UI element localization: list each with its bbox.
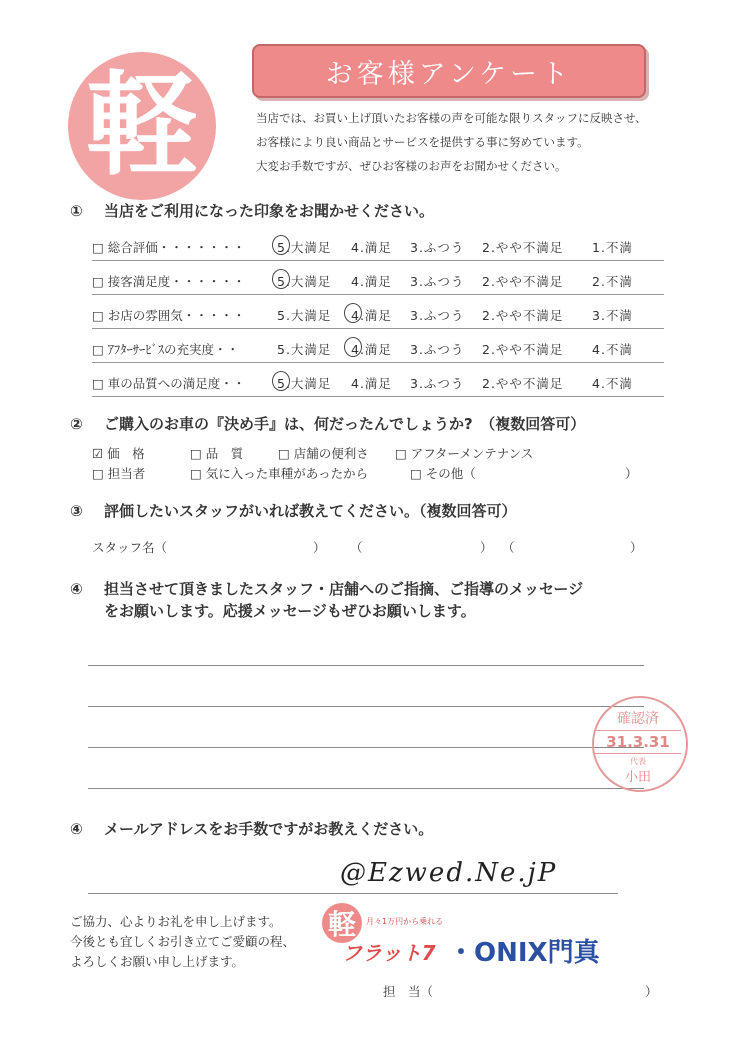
q1-title: 当店をご利用になった印象をお聞かせください。 — [104, 202, 435, 220]
q1-row-2-opt-1[interactable]: 2.不満 — [592, 274, 633, 289]
q1-row-4-opt-3[interactable]: 3.ふつう — [410, 342, 465, 357]
message-line[interactable] — [88, 788, 644, 789]
q5-heading — [70, 818, 433, 839]
q1-row-4-opt-2[interactable]: 2.やや不満足 — [482, 342, 564, 357]
q1-row-3-opt-1[interactable]: 3.不満 — [592, 308, 633, 323]
q1-row-2-opt-5[interactable]: 5.大満足 — [277, 274, 332, 289]
intro-line-2: お客様により良い商品とサービスを提供する事に努めています。 — [256, 135, 589, 149]
answer-circle-mark — [272, 235, 290, 255]
stamp-divider — [595, 753, 681, 754]
footer-line-1: ご協力、心よりお礼を申し上げます。 — [70, 914, 282, 929]
q1-row-4-opt-1[interactable]: 4.不満 — [592, 342, 633, 357]
brand-flat: フラット7 — [342, 941, 436, 965]
message-line[interactable] — [88, 706, 644, 707]
q1-row-4-opt-4[interactable]: 4.満足 — [351, 342, 392, 357]
q1-row-2-label[interactable]: □ 接客満足度・・・・・・ — [92, 274, 246, 289]
footer-line-2: 今後とも宜しくお引き立てご愛顧の程、 — [70, 934, 296, 949]
q2-option-maintenance[interactable]: □ アフターメンテナンス — [395, 446, 534, 461]
intro-line-1: 当店では、お買い上げ頂いたお客様の声を可能な限りスタッフに反映させ、 — [256, 111, 647, 125]
answer-circle-mark — [344, 337, 362, 357]
q1-row-3-opt-4[interactable]: 4.満足 — [351, 308, 392, 323]
divider — [92, 294, 664, 295]
q1-row-3-opt-5[interactable]: 5.大満足 — [277, 308, 332, 323]
staff-paren-close: ） — [480, 540, 493, 555]
q2-title: ご購入のお車の『決め手』は、何だったんでしょうか? （複数回答可） — [104, 415, 586, 433]
stamp-top-text: 確認済 — [617, 711, 659, 727]
q1-row-2-opt-3[interactable]: 3.ふつう — [410, 274, 465, 289]
staff-paren-close: ） — [313, 540, 326, 555]
q1-number: ① — [70, 202, 83, 220]
intro-line-3: 大変お手数ですが、ぜひお客様のお声をお聞かせください。 — [256, 159, 567, 173]
page-title: お客様アンケート — [325, 58, 573, 90]
q3-number: ③ — [70, 502, 83, 520]
q1-row-5-opt-1[interactable]: 4.不満 — [592, 376, 633, 391]
message-line[interactable] — [88, 747, 644, 748]
q4-title: 担当させて頂きましたスタッフ・店舗へのご指摘、ご指導のメッセージ — [104, 580, 584, 598]
q1-row-4-opt-5[interactable]: 5.大満足 — [277, 342, 332, 357]
q1-row-4-label[interactable]: □ ｱﾌﾀｰｻｰﾋﾞｽの充実度・・ — [92, 342, 240, 357]
logo-char: 軽 — [86, 61, 198, 191]
staff-paren-close: ） — [630, 540, 643, 555]
divider — [92, 328, 664, 329]
tanto-label[interactable]: 担 当（ — [383, 984, 434, 999]
message-line[interactable] — [88, 665, 644, 666]
answer-circle-mark — [272, 371, 290, 391]
q2-option-other[interactable]: □ その他（ — [410, 466, 476, 481]
q1-row-3-opt-3[interactable]: 3.ふつう — [410, 308, 465, 323]
stamp-date: 31.3.31 — [606, 733, 670, 751]
email-line[interactable] — [88, 893, 618, 894]
q2-option-price[interactable]: ☑ 価 格 — [92, 446, 145, 461]
brand-logo-char: 軽 — [327, 908, 356, 941]
brand-onix: ・ONIX門真 — [448, 938, 600, 968]
q1-row-5-opt-5[interactable]: 5.大満足 — [277, 376, 332, 391]
q2-number: ② — [70, 415, 83, 433]
staff-name-label[interactable]: スタッフ名（ — [92, 540, 168, 555]
q4-heading — [70, 578, 583, 599]
q4-title-line-2: をお願いします。応援メッセージもぜひお願いします。 — [104, 602, 476, 620]
q4-number: ④ — [70, 580, 83, 598]
q1-row-3-label[interactable]: □ お店の雰囲気・・・・・ — [92, 308, 246, 323]
tanto-close: ） — [645, 984, 658, 999]
q3-heading — [70, 500, 517, 521]
q1-row-5-opt-3[interactable]: 3.ふつう — [410, 376, 465, 391]
q1-row-5-opt-2[interactable]: 2.やや不満足 — [482, 376, 564, 391]
q1-row-3-opt-2[interactable]: 2.やや不満足 — [482, 308, 564, 323]
q2-other-close: ） — [625, 466, 638, 481]
q2-heading — [70, 413, 585, 434]
stamp-name: 小田 — [624, 770, 651, 785]
divider — [92, 260, 664, 261]
email-handwritten: @Ezwed.Ne.jP — [340, 858, 558, 888]
q1-row-1-opt-2[interactable]: 2.やや不満足 — [482, 240, 564, 255]
q1-row-2-opt-2[interactable]: 2.やや不満足 — [482, 274, 564, 289]
divider — [92, 362, 664, 363]
brand-tagline: 月々1万円から乗れる — [366, 917, 444, 926]
staff-paren-open[interactable]: （ — [350, 540, 363, 555]
staff-paren-open[interactable]: （ — [502, 540, 515, 555]
q2-option-favorite-model[interactable]: □ 気に入った車種があったから — [190, 466, 369, 481]
q1-row-5-label[interactable]: □ 車の品質への満足度・・ — [92, 376, 246, 391]
stamp-small: 代表 — [630, 757, 646, 766]
q1-row-1-opt-5[interactable]: 5.大満足 — [277, 240, 332, 255]
q1-row-1-label[interactable]: □ 総合評価・・・・・・・ — [92, 240, 246, 255]
q3-title: 評価したいスタッフがいれば教えてください。（複数回答可） — [104, 502, 517, 520]
q1-row-1-opt-4[interactable]: 4.満足 — [351, 240, 392, 255]
footer-line-3: よろしくお願い申し上げます。 — [70, 954, 245, 969]
q1-heading — [70, 200, 434, 221]
answer-circle-mark — [272, 269, 290, 289]
q5-number: ④ — [70, 820, 83, 838]
q5-title: メールアドレスをお手数ですがお教えください。 — [104, 820, 434, 838]
q1-row-5-opt-4[interactable]: 4.満足 — [351, 376, 392, 391]
divider — [92, 396, 664, 397]
q2-option-staff[interactable]: □ 担当者 — [92, 466, 146, 481]
answer-circle-mark — [344, 303, 362, 323]
q1-row-1-opt-3[interactable]: 3.ふつう — [410, 240, 465, 255]
q2-option-convenience[interactable]: □ 店舗の便利さ — [278, 446, 369, 461]
stamp-divider — [595, 730, 681, 731]
q1-row-1-opt-1[interactable]: 1.不満 — [592, 240, 633, 255]
q2-option-quality[interactable]: □ 品 質 — [190, 446, 244, 461]
q1-row-2-opt-4[interactable]: 4.満足 — [351, 274, 392, 289]
